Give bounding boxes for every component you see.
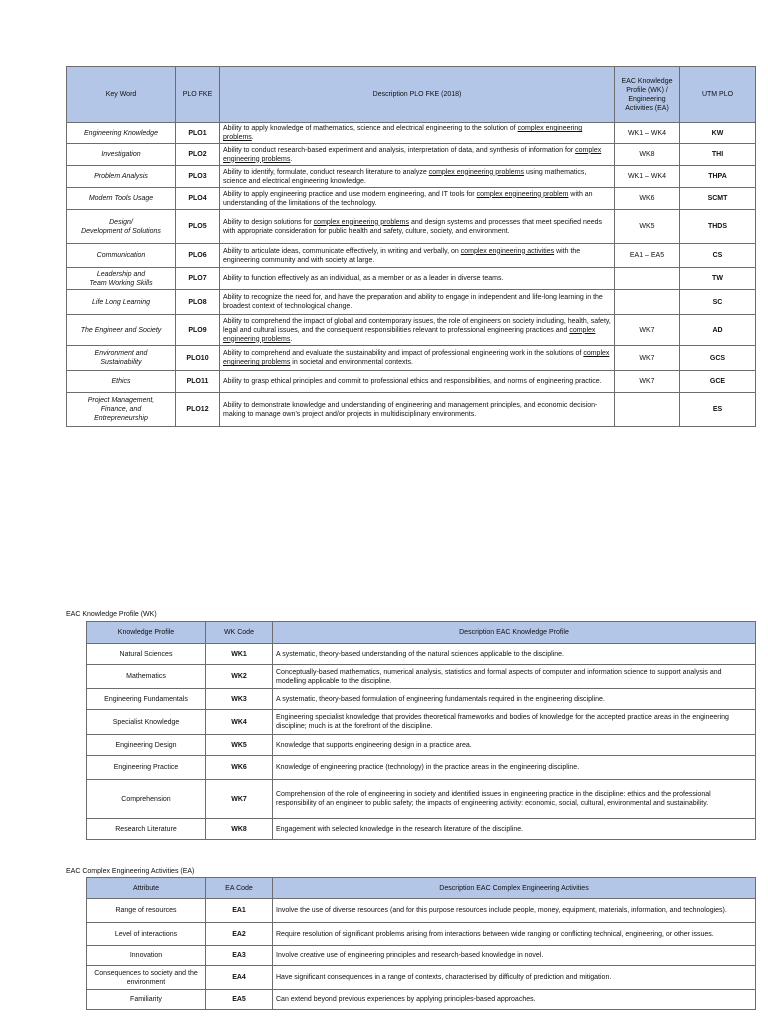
wk-knowledge-profile: Comprehension (87, 780, 206, 819)
plo-code: PLO5 (176, 210, 220, 244)
plo-keyword: Environment and Sustainability (67, 346, 176, 371)
plo-utm: TW (680, 268, 756, 290)
plo-utm: KW (680, 123, 756, 144)
ea-attribute: Consequences to society and the environment (87, 966, 206, 990)
plo-header-keyword: Key Word (67, 67, 176, 123)
plo-eac-profile: WK1 – WK4 (615, 166, 680, 188)
wk-header-desc: Description EAC Knowledge Profile (273, 622, 756, 644)
plo-description: Ability to design solutions for complex engineering problems and design systems and processes that meet specified needs with appropriate consideration for public health and safety, culture, society, and environment. (220, 210, 615, 244)
wk-description: A systematic, theory-based understanding of the natural sciences applicable to the discipline. (273, 644, 756, 665)
wk-row (87, 689, 756, 710)
plo-row (67, 346, 756, 371)
wk-code: WK3 (206, 689, 273, 710)
wk-header-code: WK Code (206, 622, 273, 644)
plo-description: Ability to comprehend the impact of global and contemporary issues, the role of engineers on society including, health, safety, legal and cultural issues, and the consequent responsibilities relevant to professional engineering practices and complex engineering problems. (220, 315, 615, 346)
plo-code: PLO8 (176, 290, 220, 315)
plo-row (67, 268, 756, 290)
wk-knowledge-profile: Natural Sciences (87, 644, 206, 665)
ea-header-name: Attribute (87, 878, 206, 899)
plo-utm: SCMT (680, 188, 756, 210)
plo-eac-profile (615, 393, 680, 427)
wk-row (87, 780, 756, 819)
plo-header-desc: Description PLO FKE (2018) (220, 67, 615, 123)
wk-description: A systematic, theory-based formulation of engineering fundamentals required in the engineering discipline. (273, 689, 756, 710)
plo-code: PLO1 (176, 123, 220, 144)
plo-utm: THI (680, 144, 756, 166)
plo-row (67, 290, 756, 315)
plo-utm: GCS (680, 346, 756, 371)
plo-row (67, 166, 756, 188)
wk-row (87, 756, 756, 780)
wk-table (86, 621, 756, 840)
ea-code: EA4 (206, 966, 273, 990)
ea-header-desc: Description EAC Complex Engineering Activities (273, 878, 756, 899)
plo-header-utm: UTM PLO (680, 67, 756, 123)
plo-eac-profile: WK7 (615, 346, 680, 371)
ea-row (87, 946, 756, 966)
ea-attribute: Level of interactions (87, 923, 206, 946)
wk-code: WK2 (206, 665, 273, 689)
wk-description: Knowledge that supports engineering design in a practice area. (273, 735, 756, 756)
plo-utm: THDS (680, 210, 756, 244)
plo-row (67, 244, 756, 268)
wk-row (87, 735, 756, 756)
ea-attribute: Innovation (87, 946, 206, 966)
plo-description: Ability to recognize the need for, and have the preparation and ability to engage in independent and life-long learning in the broadest context of technological change. (220, 290, 615, 315)
plo-eac-profile: WK7 (615, 371, 680, 393)
plo-code: PLO2 (176, 144, 220, 166)
ea-section-title: EAC Complex Engineering Activities (EA) (66, 868, 195, 875)
plo-utm: CS (680, 244, 756, 268)
wk-knowledge-profile: Research Literature (87, 819, 206, 840)
ea-code: EA2 (206, 923, 273, 946)
plo-row (67, 315, 756, 346)
plo-description: Ability to comprehend and evaluate the sustainability and impact of professional engineering work in the solutions of complex engineering problems in societal and environmental contexts. (220, 346, 615, 371)
plo-code: PLO7 (176, 268, 220, 290)
plo-utm: GCE (680, 371, 756, 393)
plo-row (67, 144, 756, 166)
plo-keyword: Modern Tools Usage (67, 188, 176, 210)
plo-eac-profile (615, 290, 680, 315)
wk-row (87, 665, 756, 689)
plo-row (67, 123, 756, 144)
plo-row (67, 393, 756, 427)
plo-keyword: Problem Analysis (67, 166, 176, 188)
ea-table-body (87, 899, 756, 1010)
ea-row (87, 923, 756, 946)
plo-eac-profile (615, 268, 680, 290)
ea-code: EA3 (206, 946, 273, 966)
wk-knowledge-profile: Specialist Knowledge (87, 710, 206, 735)
wk-description: Engagement with selected knowledge in the research literature of the discipline. (273, 819, 756, 840)
wk-code: WK6 (206, 756, 273, 780)
ea-description: Involve creative use of engineering principles and research-based knowledge in novel. (273, 946, 756, 966)
wk-description: Knowledge of engineering practice (technology) in the practice areas in the engineering discipline. (273, 756, 756, 780)
plo-description: Ability to articulate ideas, communicate effectively, in writing and verbally, on complex engineering activities with the engineering community and with society at large. (220, 244, 615, 268)
wk-code: WK4 (206, 710, 273, 735)
plo-code: PLO10 (176, 346, 220, 371)
ea-table (86, 877, 756, 1010)
plo-code: PLO11 (176, 371, 220, 393)
plo-code: PLO4 (176, 188, 220, 210)
ea-header-code: EA Code (206, 878, 273, 899)
plo-keyword: The Engineer and Society (67, 315, 176, 346)
ea-attribute: Familiarity (87, 990, 206, 1010)
plo-utm: THPA (680, 166, 756, 188)
plo-description: Ability to grasp ethical principles and commit to professional ethics and responsibilities, and norms of engineering practice. (220, 371, 615, 393)
ea-header-row (87, 878, 756, 899)
plo-keyword: Engineering Knowledge (67, 123, 176, 144)
wk-row (87, 819, 756, 840)
ea-row (87, 990, 756, 1010)
wk-code: WK5 (206, 735, 273, 756)
wk-header-name: Knowledge Profile (87, 622, 206, 644)
plo-utm: SC (680, 290, 756, 315)
plo-header-wk: EAC Knowledge Profile (WK) / Engineering Activities (EA) (615, 67, 680, 123)
plo-utm: AD (680, 315, 756, 346)
wk-knowledge-profile: Engineering Design (87, 735, 206, 756)
plo-code: PLO6 (176, 244, 220, 268)
plo-keyword: Life Long Learning (67, 290, 176, 315)
plo-row (67, 210, 756, 244)
plo-row (67, 371, 756, 393)
plo-code: PLO3 (176, 166, 220, 188)
ea-description: Involve the use of diverse resources (and for this purpose resources include people, money, equipment, materials, information, and technologies). (273, 899, 756, 923)
wk-table-body (87, 644, 756, 840)
plo-table (66, 66, 756, 427)
plo-description: Ability to demonstrate knowledge and understanding of engineering and management principles, and economic decision-making to manage own’s project and/or projects in multidisciplinary environments. (220, 393, 615, 427)
wk-section-title: EAC Knowledge Profile (WK) (66, 611, 157, 618)
ea-description: Require resolution of significant problems arising from interactions between wide ranging or conflicting technical, engineering, or other issues. (273, 923, 756, 946)
plo-keyword: Design/ Development of Solutions (67, 210, 176, 244)
plo-description: Ability to function effectively as an individual, as a member or as a leader in diverse teams. (220, 268, 615, 290)
plo-row (67, 188, 756, 210)
ea-description: Can extend beyond previous experiences by applying principles-based approaches. (273, 990, 756, 1010)
plo-description: Ability to identify, formulate, conduct research literature to analyze complex engineering problems using mathematics, science and electrical engineering knowledge. (220, 166, 615, 188)
plo-keyword: Project Management, Finance, and Entrepreneurship (67, 393, 176, 427)
plo-header-row (67, 67, 756, 123)
plo-keyword: Communication (67, 244, 176, 268)
plo-description: Ability to apply knowledge of mathematics, science and electrical engineering to the solution of complex engineering problems. (220, 123, 615, 144)
plo-eac-profile: EA1 – EA5 (615, 244, 680, 268)
plo-keyword: Leadership and Team Working Skills (67, 268, 176, 290)
plo-eac-profile: WK6 (615, 188, 680, 210)
plo-description: Ability to conduct research-based experiment and analysis, interpretation of data, and synthesis of information for complex engineering problems. (220, 144, 615, 166)
plo-table-body (67, 123, 756, 427)
ea-row (87, 899, 756, 923)
plo-eac-profile: WK8 (615, 144, 680, 166)
plo-keyword: Ethics (67, 371, 176, 393)
plo-code: PLO9 (176, 315, 220, 346)
plo-eac-profile: WK5 (615, 210, 680, 244)
plo-eac-profile: WK1 – WK4 (615, 123, 680, 144)
wk-header-row (87, 622, 756, 644)
wk-knowledge-profile: Mathematics (87, 665, 206, 689)
ea-description: Have significant consequences in a range of contexts, characterised by difficulty of prediction and mitigation. (273, 966, 756, 990)
plo-eac-profile: WK7 (615, 315, 680, 346)
wk-description: Comprehension of the role of engineering in society and identified issues in engineering practice in the discipline: ethics and the professional responsibility of an engineer to public safety; the impacts of engineering activity: economic, social, cultural, environmental and sustainability. (273, 780, 756, 819)
wk-row (87, 644, 756, 665)
ea-attribute: Range of resources (87, 899, 206, 923)
plo-description: Ability to apply engineering practice and use modern engineering, and IT tools for complex engineering problem with an understanding of the limitations of the technology. (220, 188, 615, 210)
wk-code: WK8 (206, 819, 273, 840)
wk-knowledge-profile: Engineering Practice (87, 756, 206, 780)
ea-code: EA5 (206, 990, 273, 1010)
plo-code: PLO12 (176, 393, 220, 427)
wk-row (87, 710, 756, 735)
plo-utm: ES (680, 393, 756, 427)
wk-code: WK1 (206, 644, 273, 665)
wk-description: Engineering specialist knowledge that provides theoretical frameworks and bodies of knowledge for the accepted practice areas in the engineering discipline; much is at the forefront of the discipline. (273, 710, 756, 735)
wk-code: WK7 (206, 780, 273, 819)
wk-knowledge-profile: Engineering Fundamentals (87, 689, 206, 710)
wk-description: Conceptually-based mathematics, numerical analysis, statistics and formal aspects of computer and information science to support analysis and modelling applicable to the discipline. (273, 665, 756, 689)
plo-keyword: Investigation (67, 144, 176, 166)
plo-header-code: PLO FKE (176, 67, 220, 123)
ea-code: EA1 (206, 899, 273, 923)
ea-row (87, 966, 756, 990)
